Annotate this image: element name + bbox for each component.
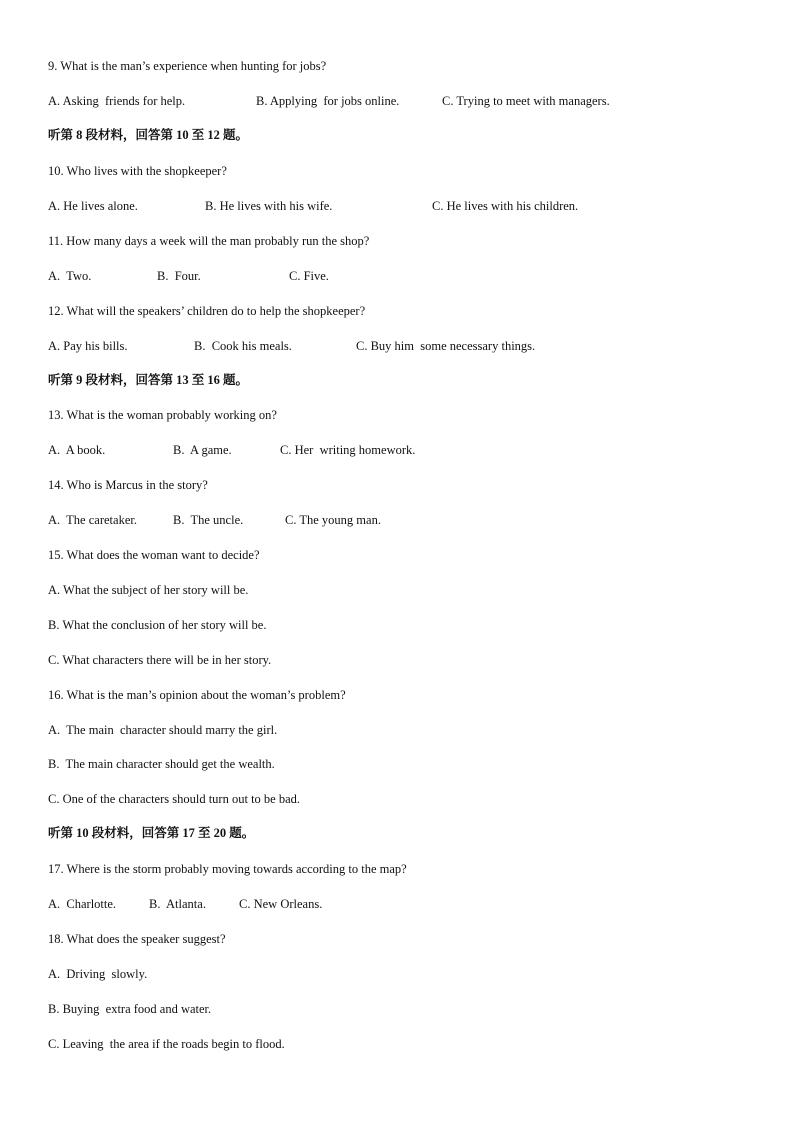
section-heading-8: 听第 8 段材料，回答第 10 至 12 题。	[48, 128, 249, 142]
q16-option-a: A. The main character should marry the girl.	[48, 723, 278, 737]
q18-option-b: B. Buying extra food and water.	[48, 1002, 212, 1016]
q11-option-b: B. Four.	[157, 269, 201, 283]
question-16: 16. What is the man’s opinion about the woman’s problem?	[48, 688, 346, 702]
q11-option-c: C. Five.	[289, 269, 329, 283]
q17-option-a: A. Charlotte.	[48, 897, 117, 911]
question-11: 11. How many days a week will the man probably run the shop?	[48, 234, 370, 248]
q12-option-c: C. Buy him some necessary things.	[356, 339, 536, 353]
q15-option-a: A. What the subject of her story will be.	[48, 583, 249, 597]
question-14: 14. Who is Marcus in the story?	[48, 478, 208, 492]
question-12: 12. What will the speakers’ children do to help the shopkeeper?	[48, 304, 366, 318]
question-17: 17. Where is the storm probably moving towards according to the map?	[48, 862, 407, 876]
q18-option-c: C. Leaving the area if the roads begin to flood.	[48, 1037, 285, 1051]
q9-option-a: A. Asking friends for help.	[48, 94, 186, 108]
section-heading-9: 听第 9 段材料，回答第 13 至 16 题。	[48, 373, 249, 387]
q13-option-b: B. A game.	[173, 443, 232, 457]
question-10: 10. Who lives with the shopkeeper?	[48, 164, 227, 178]
q12-option-a: A. Pay his bills.	[48, 339, 128, 353]
q13-option-a: A. A book.	[48, 443, 106, 457]
question-13: 13. What is the woman probably working on?	[48, 408, 277, 422]
question-9: 9. What is the man’s experience when hunting for jobs?	[48, 59, 327, 73]
q16-option-b: B. The main character should get the wealth.	[48, 757, 275, 771]
q10-option-a: A. He lives alone.	[48, 199, 138, 213]
q9-option-b: B. Applying for jobs online.	[256, 94, 400, 108]
q14-option-a: A. The caretaker.	[48, 513, 137, 527]
question-15: 15. What does the woman want to decide?	[48, 548, 260, 562]
q17-option-b: B. Atlanta.	[149, 897, 206, 911]
q16-option-c: C. One of the characters should turn out to be bad.	[48, 792, 301, 806]
q18-option-a: A. Driving slowly.	[48, 967, 148, 981]
q14-option-b: B. The uncle.	[173, 513, 244, 527]
q15-option-c: C. What characters there will be in her story.	[48, 653, 272, 667]
q13-option-c: C. Her writing homework.	[280, 443, 416, 457]
q11-option-a: A. Two.	[48, 269, 92, 283]
question-18: 18. What does the speaker suggest?	[48, 932, 226, 946]
q17-option-c: C. New Orleans.	[239, 897, 323, 911]
q14-option-c: C. The young man.	[285, 513, 381, 527]
section-heading-10: 听第 10 段材料，回答第 17 至 20 题。	[48, 826, 255, 840]
q12-option-b: B. Cook his meals.	[194, 339, 292, 353]
q10-option-c: C. He lives with his children.	[432, 199, 579, 213]
q15-option-b: B. What the conclusion of her story will be.	[48, 618, 267, 632]
q9-option-c: C. Trying to meet with managers.	[442, 94, 610, 108]
q10-option-b: B. He lives with his wife.	[205, 199, 333, 213]
